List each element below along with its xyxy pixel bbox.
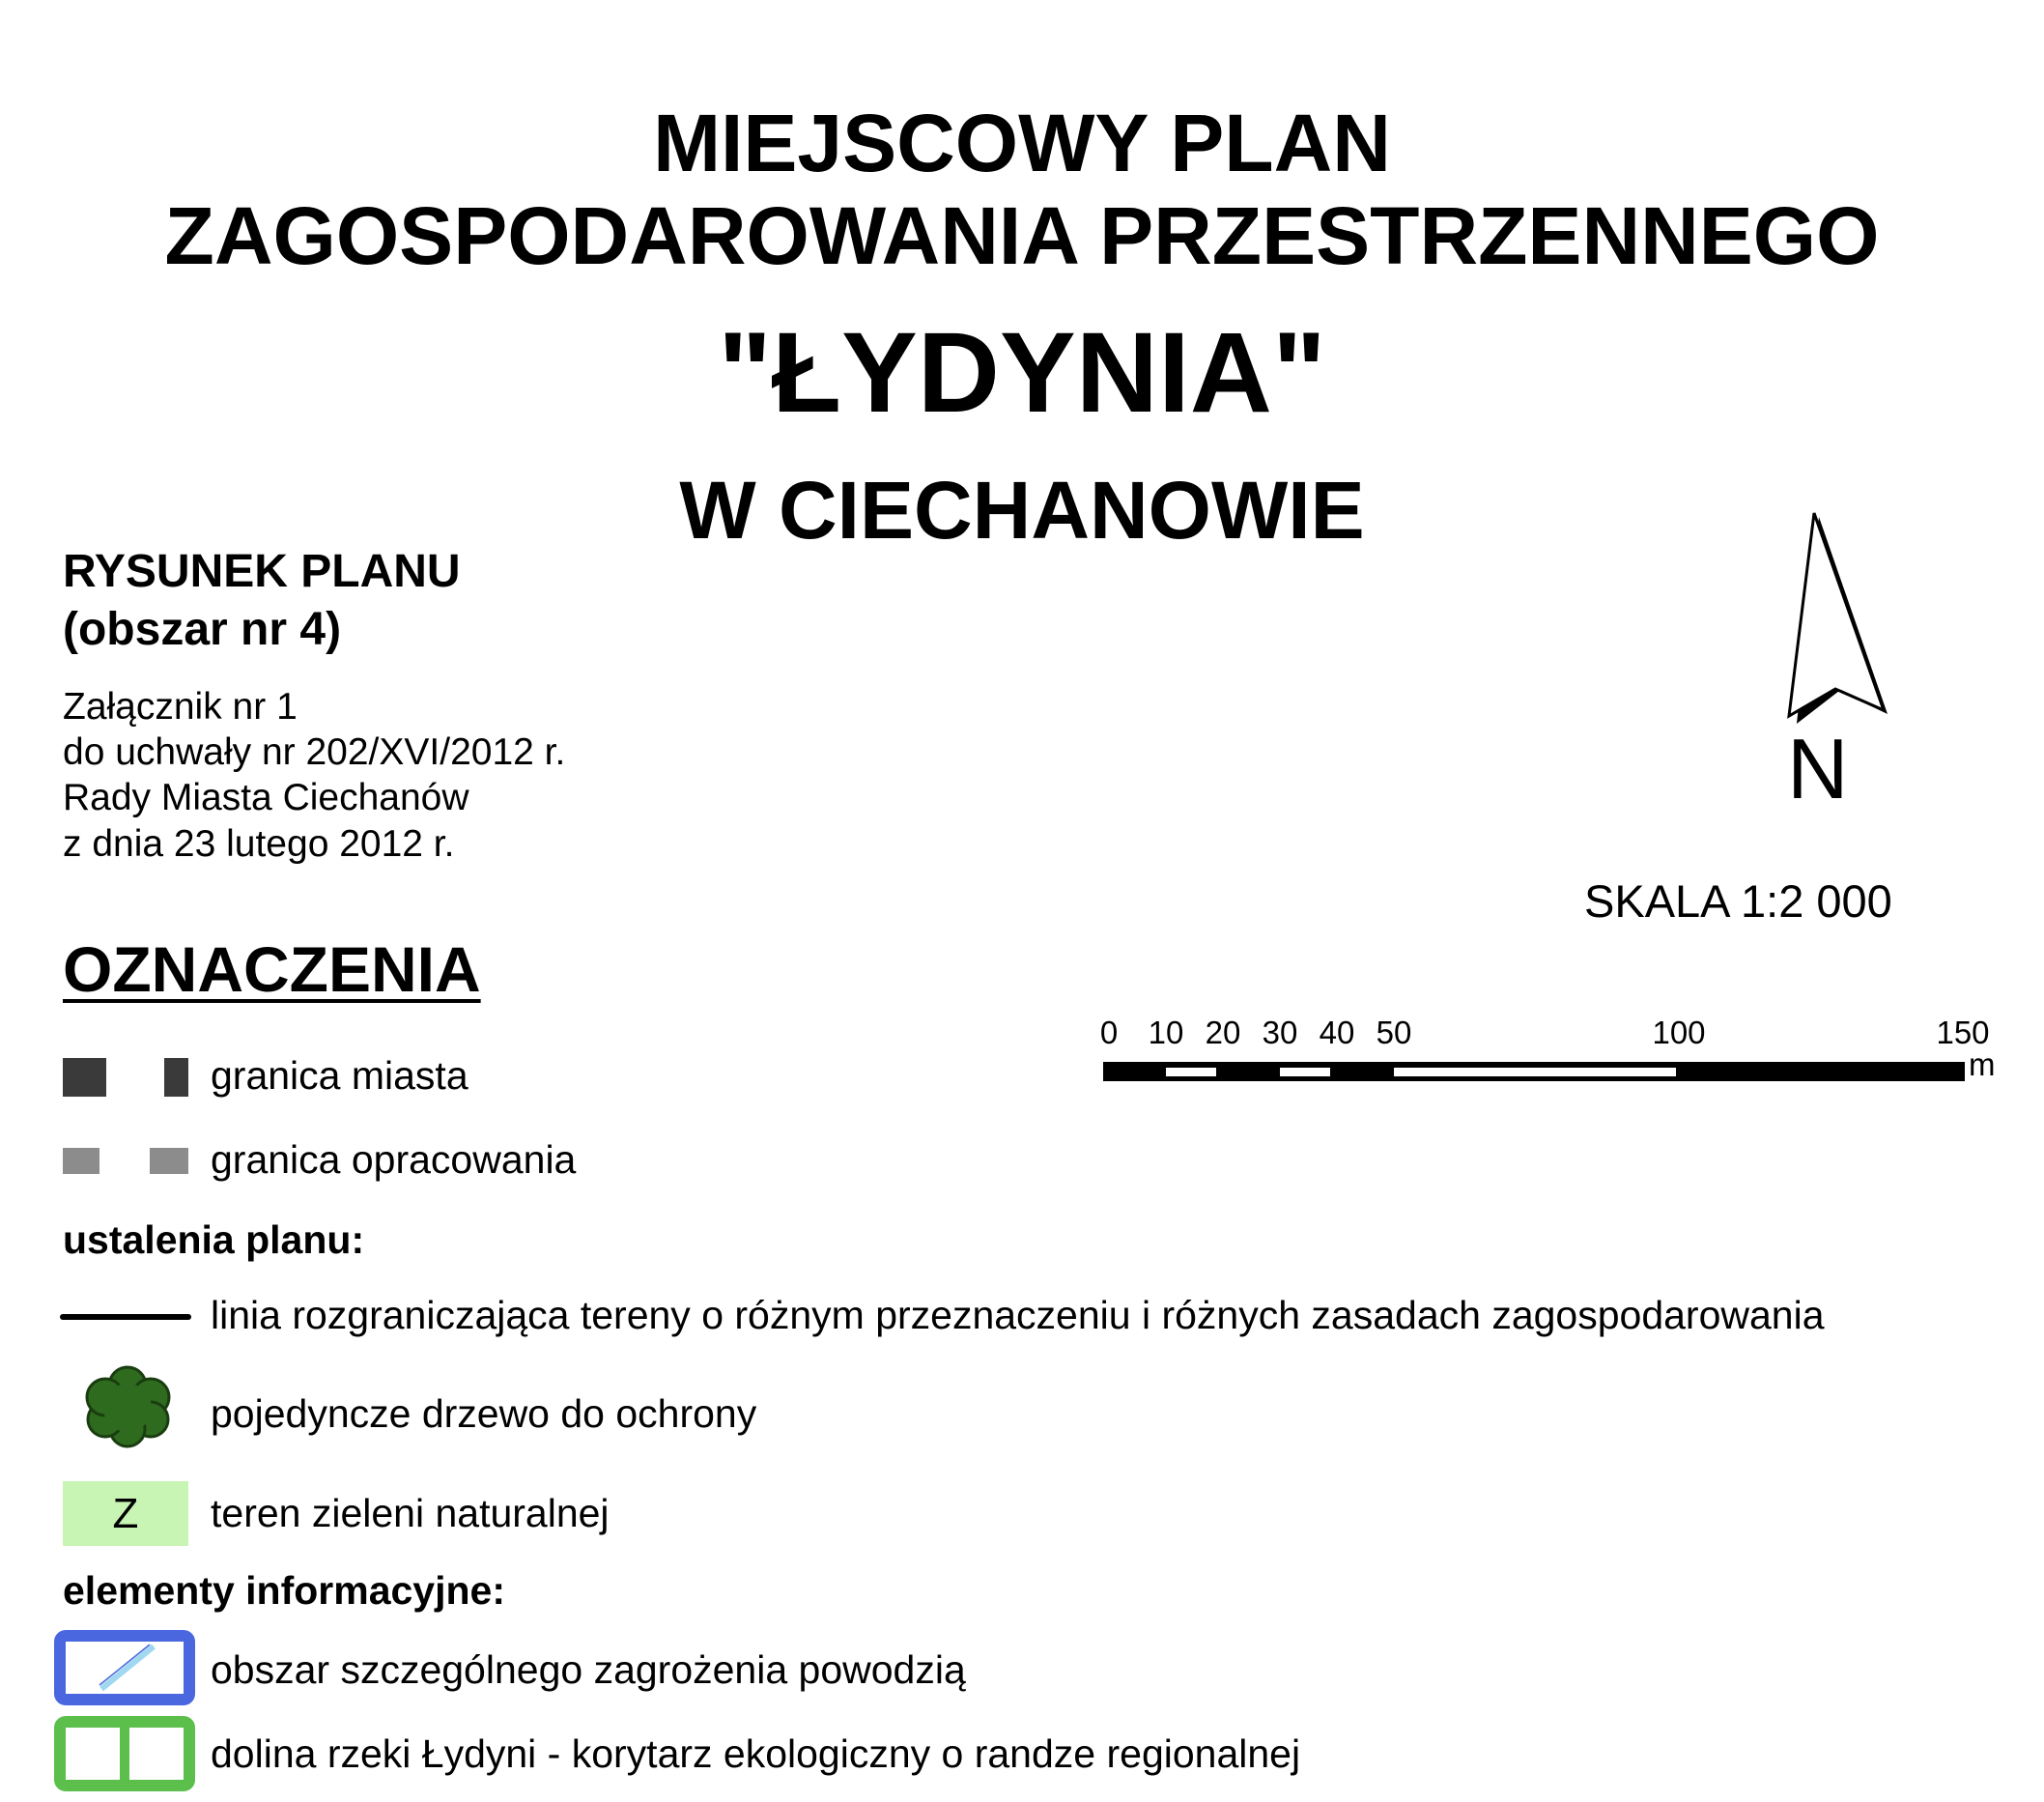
north-arrow-icon [1739, 507, 1913, 729]
scale-bar [1101, 1060, 1971, 1085]
scale-unit: m [1969, 1046, 1996, 1082]
legend-label: granica miasta [211, 1053, 468, 1098]
title-line-2: ZAGOSPODAROWANIA PRZESTRZENNEGO [164, 190, 1880, 281]
legend-label: teren zieleni naturalnej [211, 1491, 610, 1535]
green-area-icon [63, 1481, 188, 1546]
annex-line: do uchwały nr 202/XVI/2012 r. [63, 731, 566, 773]
title-name: "ŁYDYNIA" [718, 309, 1326, 437]
ecological-corridor-icon [53, 1715, 198, 1794]
info-section-heading: elementy informacyjne: [63, 1568, 505, 1613]
scale-tick-label: 100 [1652, 1015, 1706, 1050]
scale-tick-label: 10 [1148, 1015, 1184, 1050]
legend-label: obszar szczególnego zagrożenia powodzią [211, 1647, 966, 1692]
scale-bar-segment [1280, 1068, 1330, 1076]
drawing-name: RYSUNEK PLANU [63, 546, 461, 597]
legend-label: linia rozgraniczająca tereny o różnym przeznaczeniu i różnych zasadach zagospodarowania [211, 1293, 1825, 1337]
scale-tick-label: 40 [1319, 1015, 1355, 1050]
title-line-4: W CIECHANOWIE [679, 465, 1365, 556]
scale-tick-label: 150 [1936, 1015, 1990, 1050]
study-boundary-swatch [63, 1148, 99, 1174]
legend-label: granica opracowania [211, 1137, 577, 1182]
tree-icon [82, 1364, 174, 1449]
annex-line: Załącznik nr 1 [63, 686, 298, 728]
legend-label: dolina rzeki Łydyni - korytarz ekologiczny o randze regionalnej [211, 1731, 1301, 1776]
legend-label: pojedyncze drzewo do ochrony [211, 1391, 757, 1436]
city-boundary-swatch [164, 1058, 188, 1097]
annex-line: z dnia 23 lutego 2012 r. [63, 823, 455, 865]
north-letter: N [1787, 721, 1849, 816]
scale-tick-label: 50 [1376, 1015, 1412, 1050]
flood-area-icon [53, 1629, 198, 1708]
green-area-symbol: Z [112, 1490, 139, 1537]
scale-tick-label: 30 [1262, 1015, 1298, 1050]
title-line-1: MIEJSCOWY PLAN [653, 98, 1391, 188]
scale-bar-segment [1394, 1068, 1676, 1076]
line-icon [60, 1314, 191, 1320]
study-boundary-swatch [150, 1148, 188, 1174]
scale-bar-segment [1166, 1068, 1216, 1076]
city-boundary-swatch [63, 1058, 106, 1097]
annex-line: Rady Miasta Ciechanów [63, 777, 469, 818]
scale-tick-label: 20 [1205, 1015, 1241, 1050]
scale-label: SKALA 1:2 000 [1584, 875, 1892, 927]
plan-section-heading: ustalenia planu: [63, 1217, 365, 1262]
drawing-area: (obszar nr 4) [63, 604, 342, 655]
legend-heading: OZNACZENIA [63, 933, 481, 1005]
scale-tick-label: 0 [1099, 1015, 1119, 1050]
